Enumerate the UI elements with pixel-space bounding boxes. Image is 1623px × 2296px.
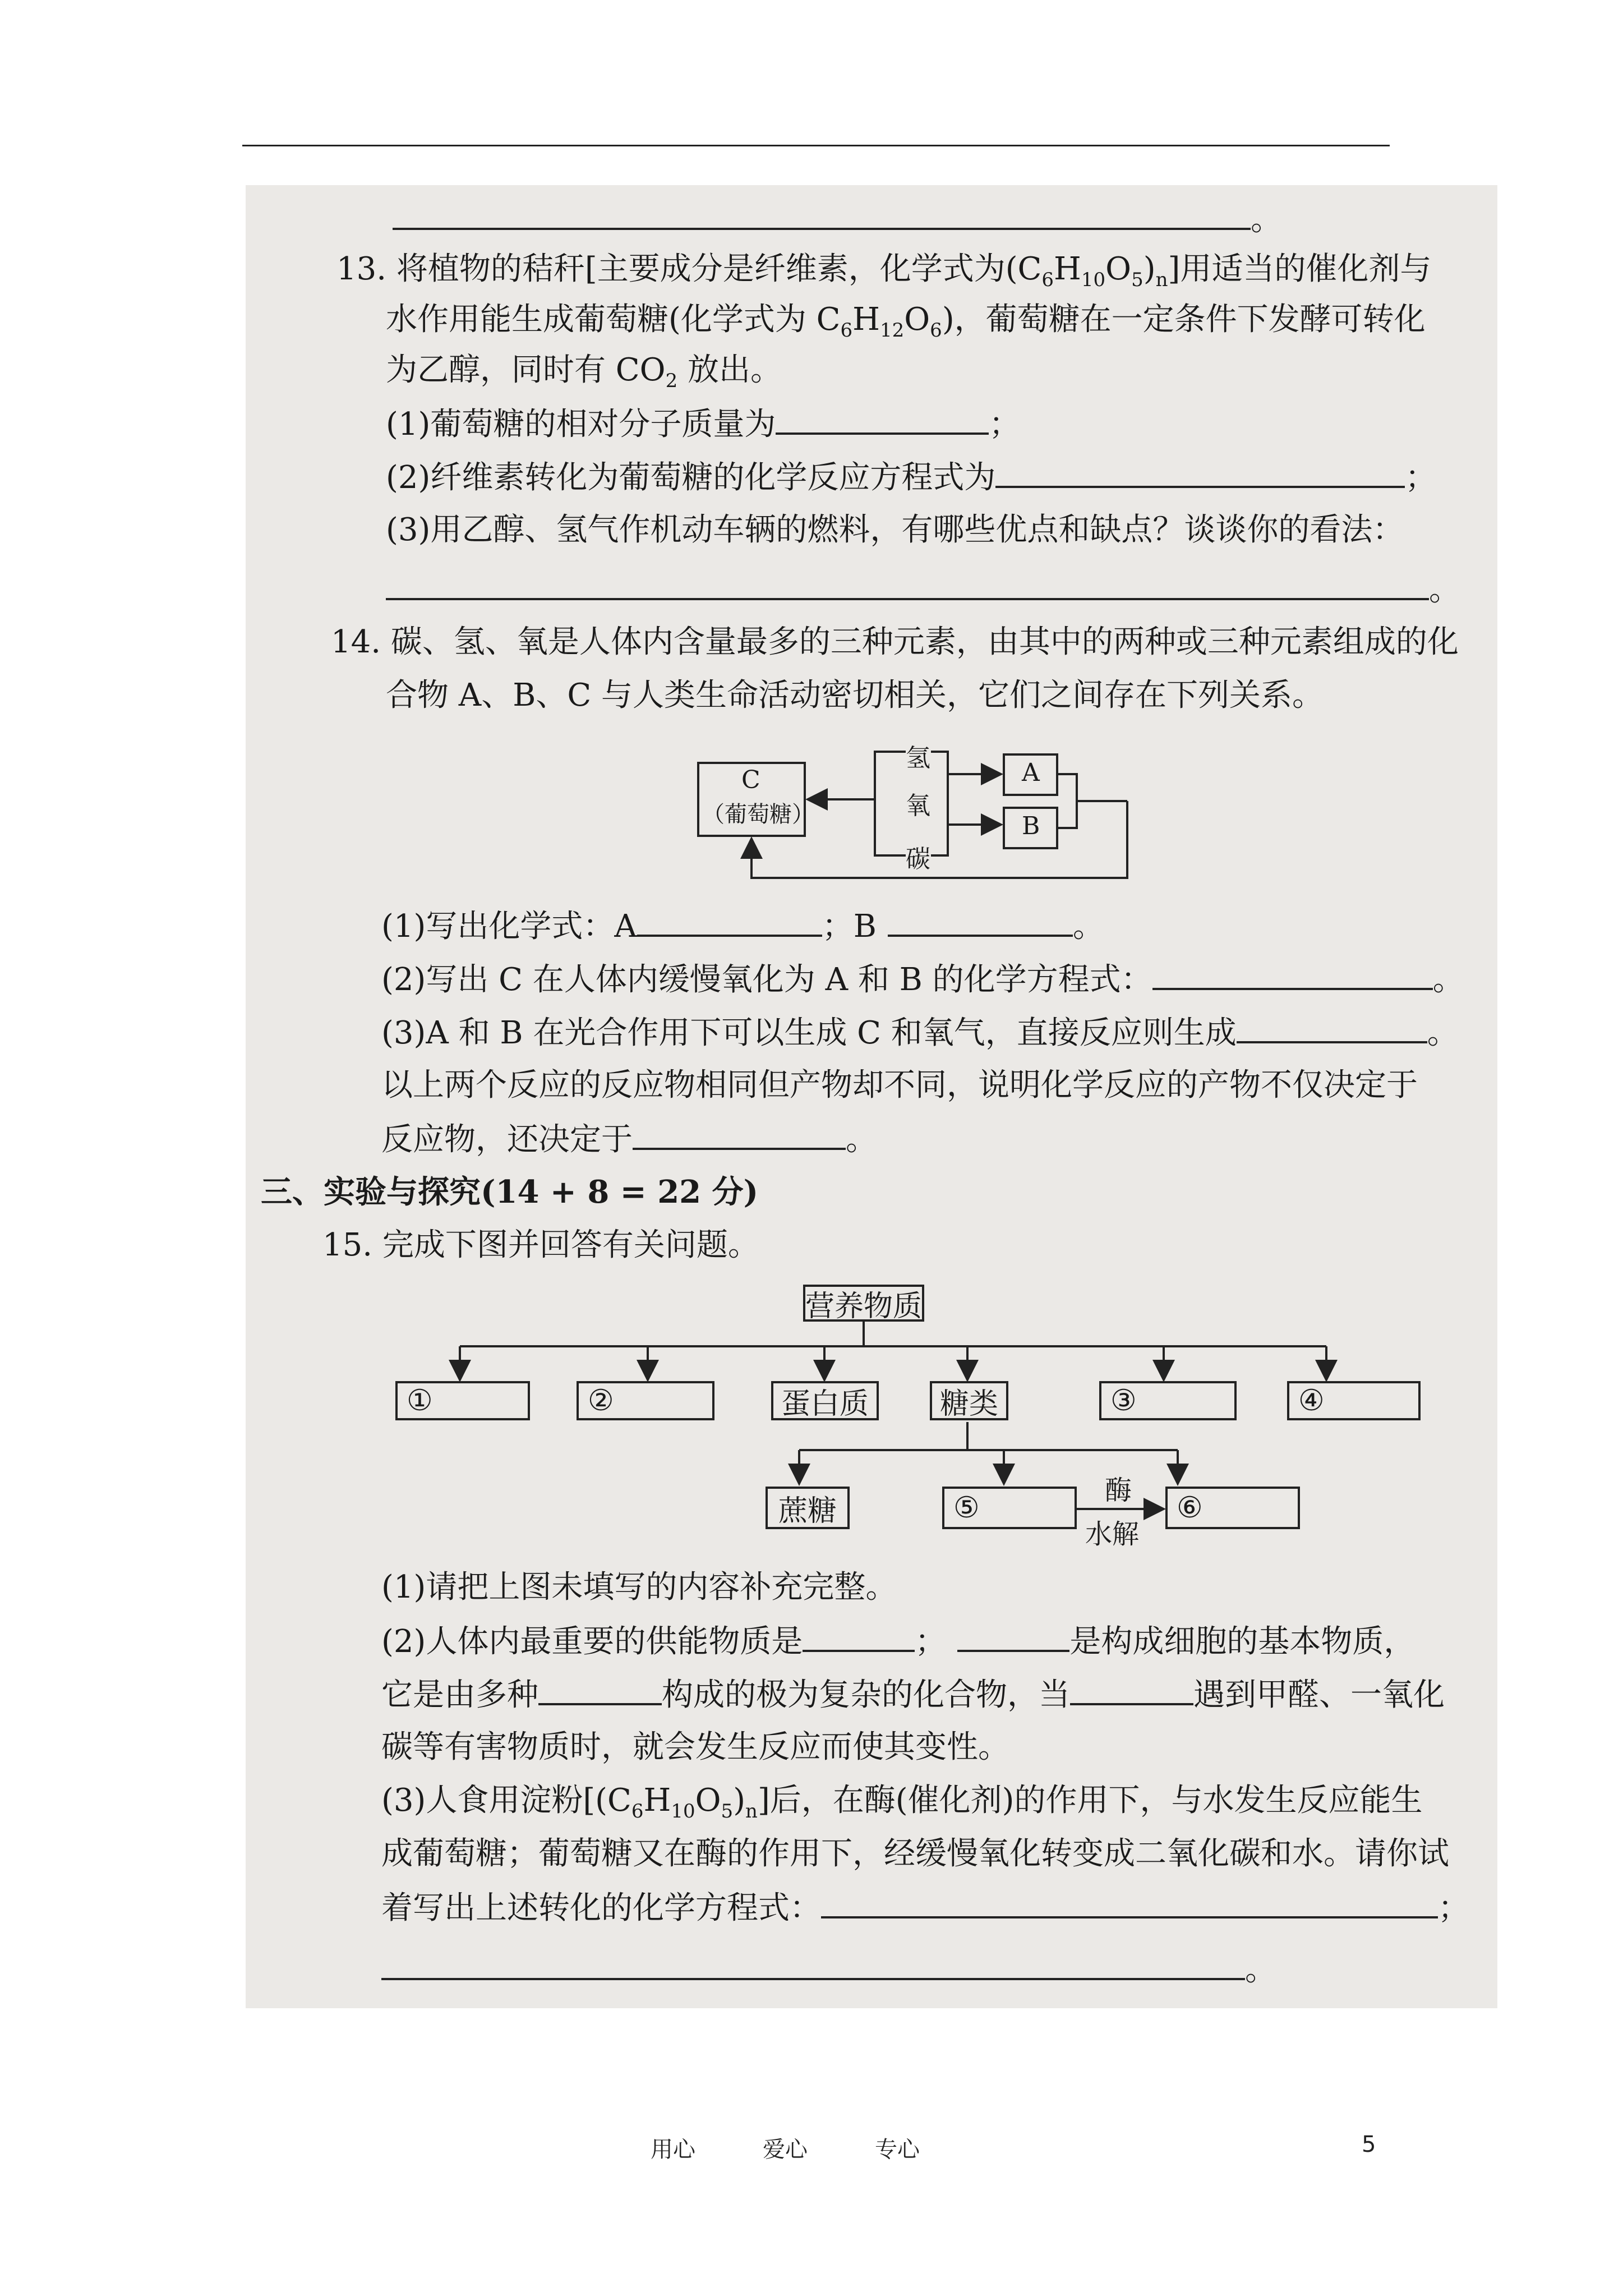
q14-line2: 合物 A、B、C 与人类生命活动密切相关，它们之间存在下列关系。 — [386, 677, 1324, 714]
answer-line-prev: 。 — [393, 196, 1282, 242]
footer-motto-3: 专心 — [875, 2137, 920, 2162]
diagram-element-h: 氢 — [906, 744, 930, 772]
answer-blank[interactable] — [1070, 1672, 1193, 1705]
q15-part6: 成葡萄糖；葡萄糖又在酶的作用下，经缓慢氧化转变成二氧化碳和水。请你试 — [381, 1835, 1449, 1872]
q13-line3: 为乙醇，同时有 $CO_2$ 放出。 — [386, 352, 782, 393]
arrow-label-hydrolysis: 水解 — [1085, 1519, 1140, 1550]
diagram-box-1: ① — [395, 1381, 530, 1420]
q15-answer-line: 。 — [381, 1947, 1276, 1993]
diagram-box-a: A — [1022, 758, 1040, 787]
diagram-element-c: 碳 — [906, 845, 930, 873]
q13-part3: (3)用乙醇、氢气作机动车辆的燃料，有哪些优点和缺点？谈谈你的看法： — [386, 512, 1404, 548]
footer-motto-1: 用心 — [651, 2137, 695, 2162]
q15-part2: (2)人体内最重要的供能物质是 ； 是构成细胞的基本物质， — [381, 1618, 1415, 1664]
answer-blank[interactable] — [957, 1618, 1069, 1652]
section-heading: 三、实验与探究(14 + 8 = 22 分) — [261, 1174, 759, 1211]
diagram-root-box: 营养物质 — [803, 1285, 924, 1322]
diagram-element-o: 氧 — [906, 792, 930, 820]
diagram-box-sugars: 糖类 — [930, 1381, 1008, 1420]
answer-blank[interactable] — [381, 1947, 1245, 1980]
q13-line2: 水作用能生成葡萄糖(化学式为 $C_6H_{12}O_6$)，葡萄糖在一定条件下发酵可转化 — [386, 301, 1426, 342]
answer-blank[interactable] — [538, 1672, 662, 1705]
answer-blank[interactable] — [821, 1885, 1438, 1918]
q15-part5: (3)人食用淀粉$[(C_6H_{10}O_5)_n]$后，在酶(催化剂)的作用下，与水发生反应能生 — [381, 1782, 1423, 1823]
q13-line1: 13. 将植物的秸秆[主要成分是纤维素，化学式为$(C_6H_{10}O_5)_n$]用适当的催化剂与 — [336, 251, 1432, 292]
q13-part2: (2)纤维素转化为葡萄糖的化学反应方程式为 ； — [386, 454, 1436, 500]
answer-blank[interactable] — [803, 1618, 915, 1652]
diagram-box-sucrose: 蔗糖 — [766, 1487, 850, 1529]
q15-part1: (1)请把上图未填写的内容补充完整。 — [381, 1569, 897, 1605]
arrow-label-enzyme: 酶 — [1105, 1475, 1132, 1506]
diagram-c-label: C — [741, 766, 760, 794]
q14-part4: 以上两个反应的反应物相同但产物却不同，说明化学反应的产物不仅决定于 — [381, 1067, 1418, 1103]
diagram-box-4: ④ — [1287, 1381, 1421, 1420]
q14-part1: (1)写出化学式：A ；B 。 — [381, 903, 1104, 949]
diagram-box-5: ⑤ — [942, 1487, 1077, 1529]
diagram-box-3: ③ — [1099, 1381, 1237, 1420]
diagram-box-b: B — [1022, 812, 1040, 840]
q14-line1: 14. 碳、氢、氧是人体内含量最多的三种元素，由其中的两种或三种元素组成的化 — [331, 624, 1459, 660]
diagram-box-6: ⑥ — [1165, 1487, 1300, 1529]
q13-part1: (1)葡萄糖的相对分子质量为 ； — [386, 401, 1020, 447]
q14-part5: 反应物，还决定于 。 — [381, 1116, 877, 1162]
q13-answer-line: 。 — [386, 567, 1460, 613]
q15-part7: 着写出上述转化的化学方程式： ； — [381, 1885, 1469, 1931]
q15-part3: 它是由多种 构成的极为复杂的化合物，当 遇到甲醛、一氧化 — [381, 1672, 1445, 1718]
footer-motto-2: 爱心 — [763, 2137, 808, 2162]
diagram-box-2: ② — [577, 1381, 714, 1420]
q15-line1: 15. 完成下图并回答有关问题。 — [322, 1227, 759, 1263]
page-number: 5 — [1362, 2132, 1376, 2157]
q14-part2: (2)写出 C 在人体内缓慢氧化为 A 和 B 的化学方程式： 。 — [381, 956, 1464, 1002]
diagram-c-sub: （葡萄糖） — [702, 802, 814, 827]
q15-part4: 碳等有害物质时，就会发生反应而使其变性。 — [381, 1729, 1009, 1765]
diagram-box-protein: 蛋白质 — [771, 1381, 879, 1420]
q14-part3: (3)A 和 B 在光合作用下可以生成 C 和氧气，直接反应则生成 。 — [381, 1010, 1459, 1056]
